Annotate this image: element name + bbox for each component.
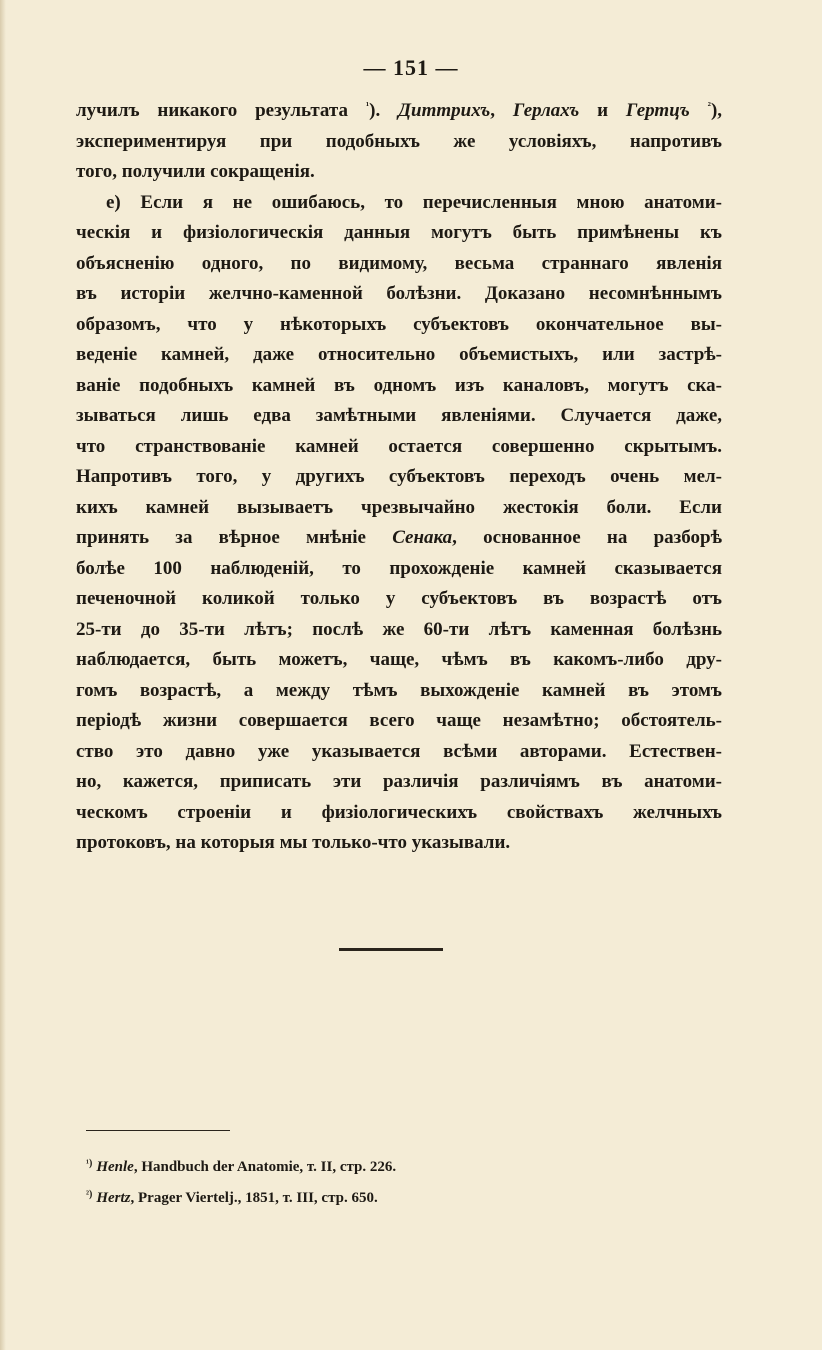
text-line: e) Если я не ошибаюсь, то перечисленныя мною анатоми- xyxy=(106,191,722,213)
line-text: , xyxy=(490,100,513,121)
footnotes xyxy=(86,1150,586,1212)
text-line: но, кажется, приписать эти различія различіямъ въ анатоми- xyxy=(76,771,722,792)
author-name: Диттрихъ xyxy=(398,100,491,121)
text-line: ческомъ строеніи и физіологическихъ свойствахъ желчныхъ xyxy=(76,801,722,823)
author-name: Сенака xyxy=(392,527,453,548)
text-line: наблюдается, быть можетъ, чаще, чѣмъ въ какомъ-либо дру- xyxy=(76,649,722,670)
footnote xyxy=(86,1181,586,1212)
text-line: 25-ти до 35-ти лѣтъ; послѣ же 60-ти лѣтъ каменная болѣзнь xyxy=(76,618,722,640)
text-line: кихъ камней вызываетъ чрезвычайно жестокія боли. Если xyxy=(76,496,722,518)
text-line: печеночной коликой только у субъектовъ въ возрастѣ отъ xyxy=(76,588,722,609)
author-name: Герлахъ xyxy=(512,100,580,121)
text-line: зываться лишь едва замѣтными явленіями. Случается даже, xyxy=(76,405,722,426)
text-line: ваніе подобныхъ камней въ одномъ изъ каналовъ, могутъ ска- xyxy=(76,374,722,396)
text-line xyxy=(76,523,722,554)
footnote-mark: ¹) xyxy=(86,1158,93,1169)
line-text: , основанное на разборѣ xyxy=(452,527,722,548)
line-text: ). xyxy=(369,100,399,121)
text-line: ческія и физіологическія данныя могутъ быть примѣнены къ xyxy=(76,222,722,243)
text-line: образомъ, что у нѣкоторыхъ субъектовъ окончательное вы- xyxy=(76,313,722,335)
footnote-author: Henle xyxy=(96,1159,134,1175)
footnote-ref: ¹ xyxy=(365,100,370,112)
footnote xyxy=(86,1150,586,1181)
body-text xyxy=(76,96,722,859)
text-line: протоковъ, на которыя мы только-что указывали. xyxy=(76,832,511,853)
line-text: ), xyxy=(710,100,723,121)
text-line: болѣе 100 наблюденій, то прохожденіе камней сказывается xyxy=(76,557,722,579)
text-line: что странствованіе камней остается совершенно скрытымъ. xyxy=(76,435,722,457)
page-edge-shadow xyxy=(0,0,6,1350)
text-line xyxy=(76,96,722,127)
page-number: — 151 — xyxy=(363,55,459,80)
text-line: веденіе камней, даже относительно объемистыхъ, или застрѣ- xyxy=(76,344,722,365)
text-line: объясненію одного, по видимому, весьма страннаго явленія xyxy=(76,252,722,274)
footnote-author: Hertz xyxy=(96,1190,131,1206)
text-line: въ исторіи желчно-каменной болѣзни. Доказано несомнѣннымъ xyxy=(76,283,722,304)
footnote-mark: ²) xyxy=(86,1189,93,1200)
text-line: экспериментируя при подобныхъ же условіяхъ, напротивъ xyxy=(76,130,722,152)
section-divider xyxy=(339,948,443,951)
author-name: Гертцъ xyxy=(625,100,690,121)
text-line: гомъ возрастѣ, а между тѣмъ выхожденіе камней въ этомъ xyxy=(76,679,722,701)
text-line: ство это давно уже указывается всѣми авторами. Естествен- xyxy=(76,740,722,762)
footnote-divider xyxy=(86,1130,230,1131)
footnote-ref: ² xyxy=(707,100,711,112)
text-line: Напротивъ того, у другихъ субъектовъ переходъ очень мел- xyxy=(76,466,722,487)
footnote-text: , Prager Viertelj., 1851, т. III, стр. 650. xyxy=(130,1190,378,1206)
line-text: и xyxy=(579,100,626,121)
footnote-text: , Handbuch der Anatomie, т. II, стр. 226. xyxy=(133,1159,397,1175)
text-line: того, получили сокращенія. xyxy=(76,161,315,182)
line-text xyxy=(690,100,708,121)
line-text: лучилъ никакого результата xyxy=(76,100,366,121)
text-line: періодѣ жизни совершается всего чаще незамѣтно; обстоятель- xyxy=(76,710,722,731)
line-text: принять за вѣрное мнѣніе xyxy=(76,527,393,548)
